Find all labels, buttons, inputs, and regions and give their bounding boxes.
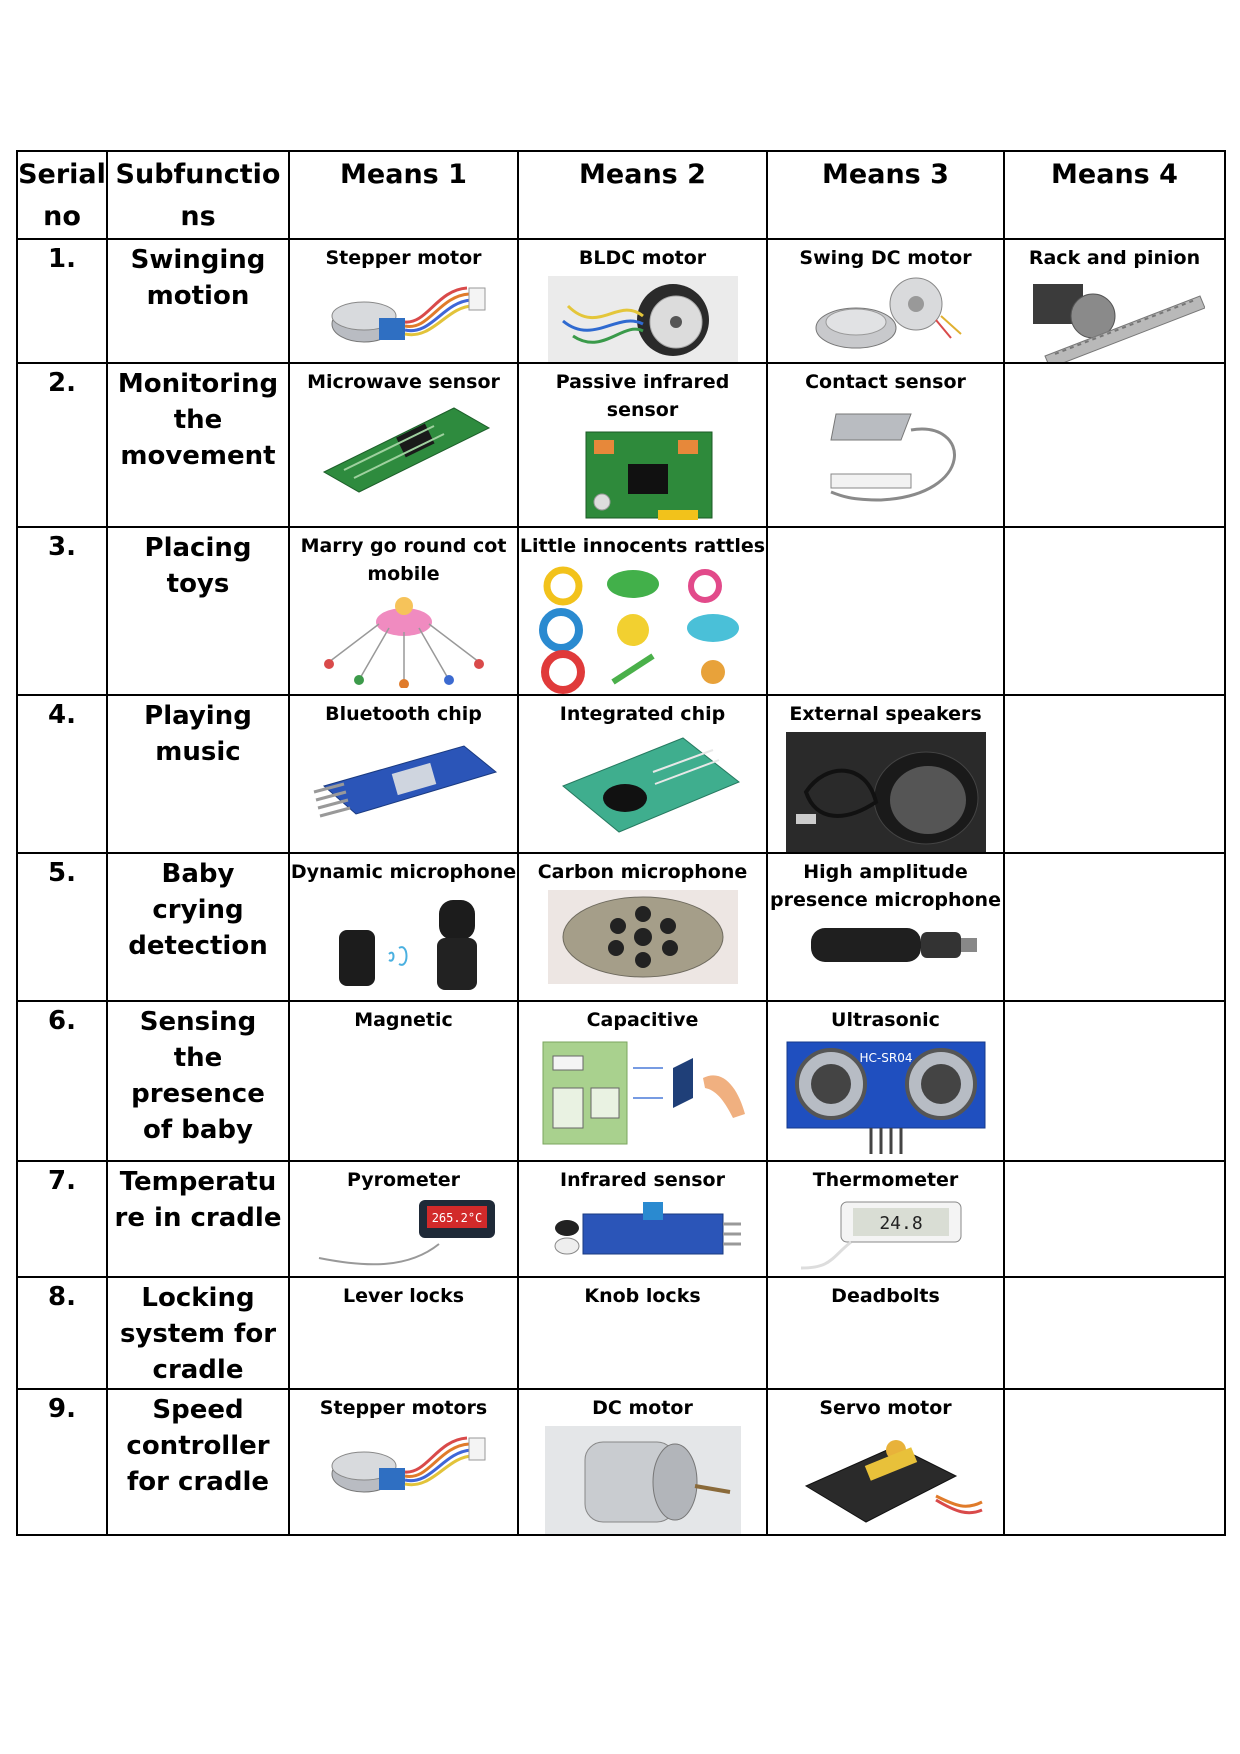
means-label: Stepper motor <box>325 247 482 269</box>
stepper-motor-image <box>319 276 489 350</box>
subfunction-cell: Speed controller for cradle <box>107 1389 289 1535</box>
bluetooth-chip-image <box>304 732 504 826</box>
means-label: Lever locks <box>342 1285 465 1307</box>
table-row <box>17 853 1225 1001</box>
subfunction-cell: Playing music <box>107 695 289 853</box>
means-cell-empty <box>1004 363 1225 527</box>
serial-cell: 6. <box>17 1001 107 1161</box>
serial-cell: 7. <box>17 1161 107 1277</box>
means-cell <box>518 527 767 695</box>
means-cell <box>518 1389 767 1535</box>
means-cell <box>289 527 518 695</box>
subfunction-cell: Placing toys <box>107 527 289 695</box>
serial-cell: 2. <box>17 363 107 527</box>
means-cell <box>518 363 767 527</box>
means-cell-empty <box>1004 1001 1225 1161</box>
means-label: Marry go round cot mobile <box>300 535 507 585</box>
subfunction-cell: Baby crying detection <box>107 853 289 1001</box>
stepper-motors-image <box>319 1426 489 1500</box>
means-cell <box>289 1389 518 1535</box>
serial-cell: 4. <box>17 695 107 853</box>
pyrometer-readout: 265.2°C <box>431 1211 482 1225</box>
rack-and-pinion-image <box>1025 276 1205 362</box>
means-cell-empty <box>1004 1161 1225 1277</box>
means-cell <box>767 1277 1004 1389</box>
pir-sensor-image <box>558 428 728 526</box>
subfunction-cell: Monitoring the movement <box>107 363 289 527</box>
ultrasonic-sensor-image <box>781 1038 991 1158</box>
contact-sensor-image <box>801 400 971 504</box>
means-label: Bluetooth chip <box>325 703 482 725</box>
means-label: Contact sensor <box>805 371 966 393</box>
means-cell <box>518 1161 767 1277</box>
means-label: Little innocents rattles <box>519 535 766 557</box>
means-cell <box>518 1001 767 1161</box>
means-cell <box>289 1161 518 1277</box>
means-cell <box>518 853 767 1001</box>
means-cell <box>518 239 767 363</box>
subfunction-cell: Locking system for cradle <box>107 1277 289 1389</box>
pyrometer-image <box>309 1198 499 1274</box>
morphological-chart <box>16 150 1226 1536</box>
means-cell-empty <box>1004 695 1225 853</box>
ultrasonic-module-label: HC-SR04 <box>859 1051 912 1065</box>
header-means-1: Means 1 <box>289 151 518 239</box>
serial-cell: 5. <box>17 853 107 1001</box>
means-label: Ultrasonic <box>831 1009 940 1031</box>
means-cell <box>767 1001 1004 1161</box>
thermometer-image <box>791 1198 981 1274</box>
means-cell <box>518 695 767 853</box>
integrated-chip-image <box>543 732 743 836</box>
dynamic-microphone-image <box>309 890 499 994</box>
means-label: DC motor <box>592 1397 693 1419</box>
table-row <box>17 1277 1225 1389</box>
means-cell <box>767 1389 1004 1535</box>
means-label: Deadbolts <box>831 1285 940 1307</box>
means-cell-empty <box>1004 527 1225 695</box>
means-label: High amplitude presence microphone <box>770 861 1001 911</box>
microwave-sensor-image <box>314 400 494 494</box>
cot-mobile-image <box>309 592 499 688</box>
header-means-2: Means 2 <box>518 151 767 239</box>
means-cell-empty <box>767 527 1004 695</box>
capacitive-sensor-image <box>533 1038 753 1146</box>
means-label: BLDC motor <box>578 247 707 269</box>
header-row <box>17 151 1225 239</box>
subfunction-cell: Temperature in cradle <box>107 1161 289 1277</box>
table-row <box>17 239 1225 363</box>
means-cell-empty <box>1004 1277 1225 1389</box>
subfunction-cell: Sensing the presence of baby <box>107 1001 289 1161</box>
means-cell <box>289 363 518 527</box>
table-row <box>17 1001 1225 1161</box>
table-row <box>17 1161 1225 1277</box>
rattles-image <box>533 564 753 694</box>
means-label: Integrated chip <box>559 703 726 725</box>
serial-cell: 8. <box>17 1277 107 1389</box>
carbon-microphone-image <box>548 890 738 984</box>
means-cell <box>767 695 1004 853</box>
header-means-3: Means 3 <box>767 151 1004 239</box>
means-label: Microwave sensor <box>307 371 500 393</box>
means-label: Dynamic microphone <box>290 861 517 883</box>
means-cell <box>289 1277 518 1389</box>
header-means-4: Means 4 <box>1004 151 1225 239</box>
means-cell-empty <box>1004 853 1225 1001</box>
means-label: Thermometer <box>812 1169 959 1191</box>
means-label: Swing DC motor <box>799 247 972 269</box>
means-label: Knob locks <box>584 1285 701 1307</box>
table-row <box>17 1389 1225 1535</box>
means-label: Carbon microphone <box>537 861 748 883</box>
header-serial-no: Serial no <box>17 151 107 239</box>
means-label: External speakers <box>789 703 982 725</box>
high-amplitude-microphone-image <box>791 918 981 968</box>
serial-cell: 1. <box>17 239 107 363</box>
swing-dc-motor-image <box>801 276 971 352</box>
infrared-sensor-image <box>543 1198 743 1268</box>
means-cell <box>767 239 1004 363</box>
means-cell <box>767 853 1004 1001</box>
means-cell-empty <box>1004 1389 1225 1535</box>
means-cell <box>1004 239 1225 363</box>
means-label: Passive infrared sensor <box>555 371 730 421</box>
table-row <box>17 695 1225 853</box>
means-cell <box>518 1277 767 1389</box>
means-label: Capacitive <box>586 1009 699 1031</box>
servo-motor-image <box>786 1426 986 1534</box>
means-label: Pyrometer <box>346 1169 461 1191</box>
means-cell <box>289 239 518 363</box>
means-cell <box>289 1001 518 1161</box>
dc-motor-image <box>545 1426 741 1534</box>
means-label: Magnetic <box>354 1009 453 1031</box>
subfunction-cell: Swinging motion <box>107 239 289 363</box>
external-speakers-image <box>786 732 986 852</box>
serial-cell: 9. <box>17 1389 107 1535</box>
header-subfunctions: Subfunctions <box>107 151 289 239</box>
means-label: Stepper motors <box>319 1397 488 1419</box>
means-cell <box>289 853 518 1001</box>
means-cell <box>767 363 1004 527</box>
bldc-motor-image <box>548 276 738 362</box>
serial-cell: 3. <box>17 527 107 695</box>
table-row <box>17 363 1225 527</box>
thermometer-readout: 24.8 <box>878 1213 923 1234</box>
means-cell <box>767 1161 1004 1277</box>
means-label: Infrared sensor <box>560 1169 725 1191</box>
table-row <box>17 527 1225 695</box>
means-label: Rack and pinion <box>1028 247 1201 269</box>
means-cell <box>289 695 518 853</box>
means-label: Servo motor <box>819 1397 952 1419</box>
